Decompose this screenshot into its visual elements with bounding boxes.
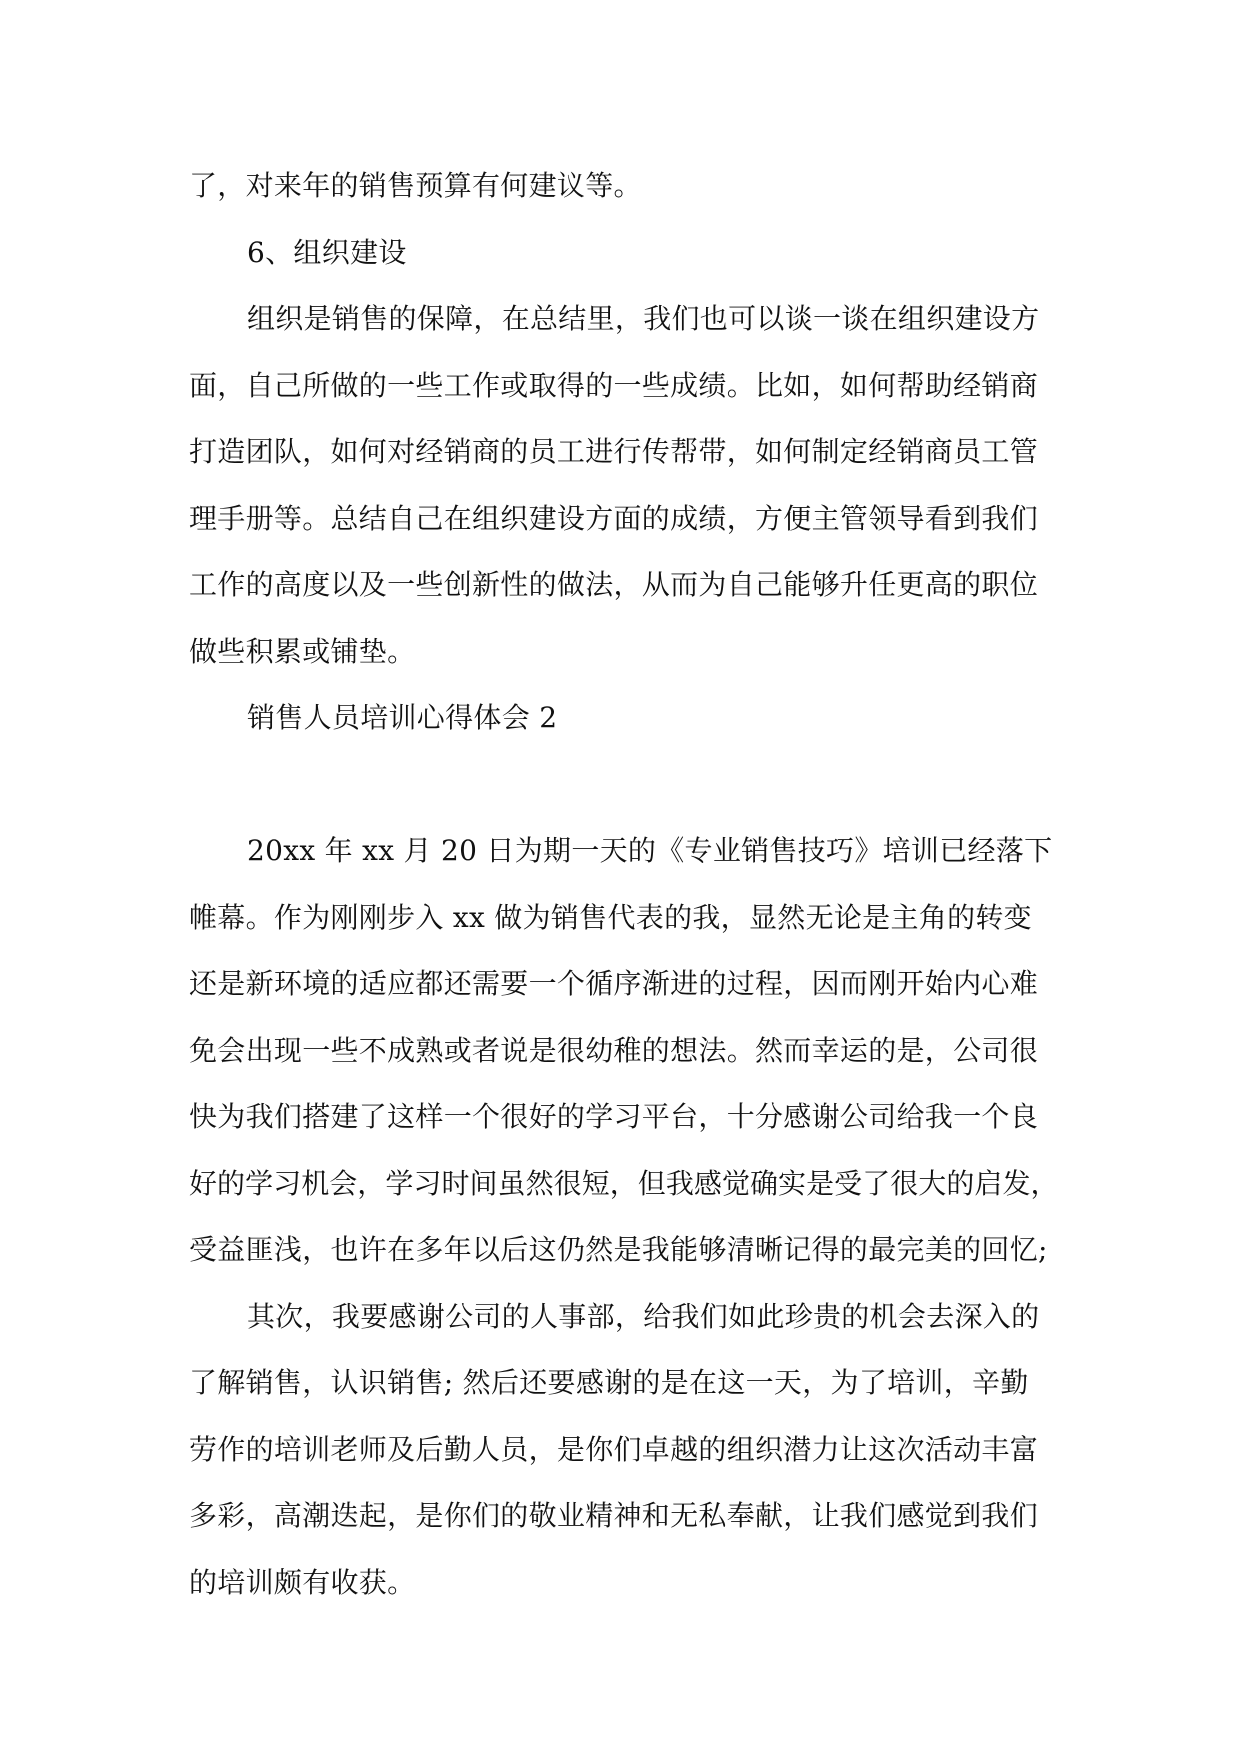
text-line: 打造团队，如何对经销商的员工进行传帮带，如何制定经销商员工管 [189, 435, 1039, 468]
document-body [189, 153, 1059, 1616]
text-line: 还是新环境的适应都还需要一个循序渐进的过程，因而刚开始内心难 [189, 967, 1039, 1000]
text-line: 20xx 年 xx 月 20 日为期一天的《专业销售技巧》培训已经落下 [247, 834, 1053, 867]
blank-line [189, 752, 1059, 819]
text-line: 工作的高度以及一些创新性的做法，从而为自己能够升任更高的职位 [189, 568, 1039, 601]
text-line: 免会出现一些不成熟或者说是很幼稚的想法。然而幸运的是，公司很 [189, 1033, 1039, 1067]
text-line: 组织是销售的保障，在总结里，我们也可以谈一谈在组织建设方 [247, 302, 1040, 335]
text-line: 帷幕。作为刚刚步入 xx 做为销售代表的我，显然无论是主角的转变 [189, 900, 1032, 934]
section-heading: 6、组织建设 [247, 235, 407, 269]
text-line: 快为我们搭建了这样一个很好的学习平台，十分感谢公司给我一个良 [189, 1100, 1039, 1133]
text-line: 劳作的培训老师及后勤人员，是你们卓越的组织潜力让这次活动丰富 [189, 1432, 1039, 1466]
text-line: 多彩，高潮迭起，是你们的敬业精神和无私奉献，让我们感觉到我们 [189, 1499, 1039, 1532]
text-line: 其次，我要感谢公司的人事部，给我们如此珍贵的机会去深入的 [247, 1299, 1040, 1333]
text-line: 的培训颇有收获。 [189, 1565, 416, 1599]
text-line: 受益匪浅，也许在多年以后这仍然是我能够清晰记得的最完美的回忆; [189, 1233, 1048, 1266]
text-line: 理手册等。总结自己在组织建设方面的成绩，方便主管领导看到我们 [189, 501, 1039, 535]
text-line: 了，对来年的销售预算有何建议等。 [189, 169, 642, 202]
text-line: 做些积累或铺垫。 [189, 634, 416, 668]
article-title: 销售人员培训心得体会 2 [247, 701, 558, 734]
text-line: 了解销售，认识销售; 然后还要感谢的是在这一天，为了培训，辛勤 [189, 1366, 1029, 1399]
text-line: 好的学习机会，学习时间虽然很短，但我感觉确实是受了很大的启发， [189, 1166, 1059, 1200]
text-line: 面，自己所做的一些工作或取得的一些成绩。比如，如何帮助经销商 [189, 368, 1039, 402]
